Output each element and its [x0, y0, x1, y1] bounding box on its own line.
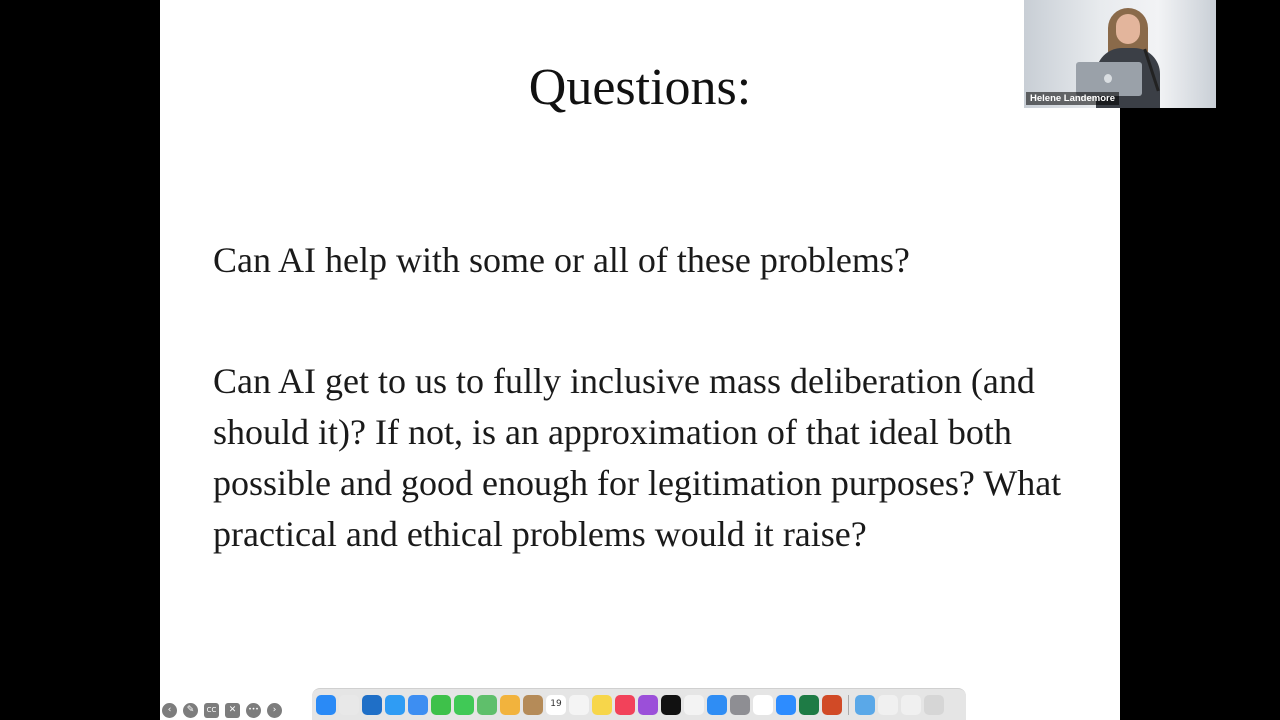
- speaker-face: [1116, 14, 1140, 44]
- slack-icon[interactable]: [753, 695, 773, 715]
- document-thumbnail-icon[interactable]: [878, 695, 898, 715]
- reminders-icon[interactable]: [569, 695, 589, 715]
- speaker-video-tile[interactable]: [1024, 0, 1216, 108]
- dock-separator: [848, 695, 849, 715]
- music-icon[interactable]: [615, 695, 635, 715]
- previous-slide-icon[interactable]: ‹: [162, 703, 177, 718]
- launchpad-icon[interactable]: [339, 695, 359, 715]
- next-slide-icon[interactable]: ›: [267, 703, 282, 718]
- facetime-icon[interactable]: [431, 695, 451, 715]
- podcasts-icon[interactable]: [638, 695, 658, 715]
- powerpoint-icon[interactable]: [822, 695, 842, 715]
- slideshow-controls: [162, 702, 282, 718]
- pen-icon[interactable]: ✎: [183, 703, 198, 718]
- screenshot-thumbnail-icon[interactable]: [901, 695, 921, 715]
- finder-icon[interactable]: [316, 695, 336, 715]
- presentation-slide: [160, 0, 1120, 720]
- tv-icon[interactable]: [661, 695, 681, 715]
- messages-icon[interactable]: [454, 695, 474, 715]
- calendar-day: 19: [550, 699, 562, 709]
- contacts-icon[interactable]: [523, 695, 543, 715]
- participant-name-label: Helene Landemore: [1026, 92, 1119, 105]
- captions-icon[interactable]: CC: [204, 703, 219, 718]
- downloads-folder-icon[interactable]: [855, 695, 875, 715]
- excel-icon[interactable]: [799, 695, 819, 715]
- macos-dock: [312, 688, 966, 720]
- app-store-icon[interactable]: [707, 695, 727, 715]
- mail-icon[interactable]: [408, 695, 428, 715]
- more-options-icon[interactable]: •••: [246, 703, 261, 718]
- question-1: Can AI help with some or all of these problems?: [213, 240, 910, 280]
- photos-icon[interactable]: [500, 695, 520, 715]
- camera-off-icon[interactable]: ✕: [225, 703, 240, 718]
- system-settings-icon[interactable]: [730, 695, 750, 715]
- safari-icon[interactable]: [385, 695, 405, 715]
- laptop-logo-icon: [1104, 74, 1112, 83]
- outlook-icon[interactable]: [362, 695, 382, 715]
- maps-icon[interactable]: [477, 695, 497, 715]
- trash-icon[interactable]: [924, 695, 944, 715]
- slide-title: Questions:: [528, 59, 752, 116]
- zoom-icon[interactable]: [776, 695, 796, 715]
- question-2: Can AI get to us to fully inclusive mass deliberation (and should it)? If not, is an approximation of that ideal both possible and good enough for legitimation purposes? What practical and ethical problems would it raise?: [213, 361, 1062, 554]
- news-icon[interactable]: [684, 695, 704, 715]
- notes-icon[interactable]: [592, 695, 612, 715]
- calendar-icon[interactable]: [546, 695, 566, 715]
